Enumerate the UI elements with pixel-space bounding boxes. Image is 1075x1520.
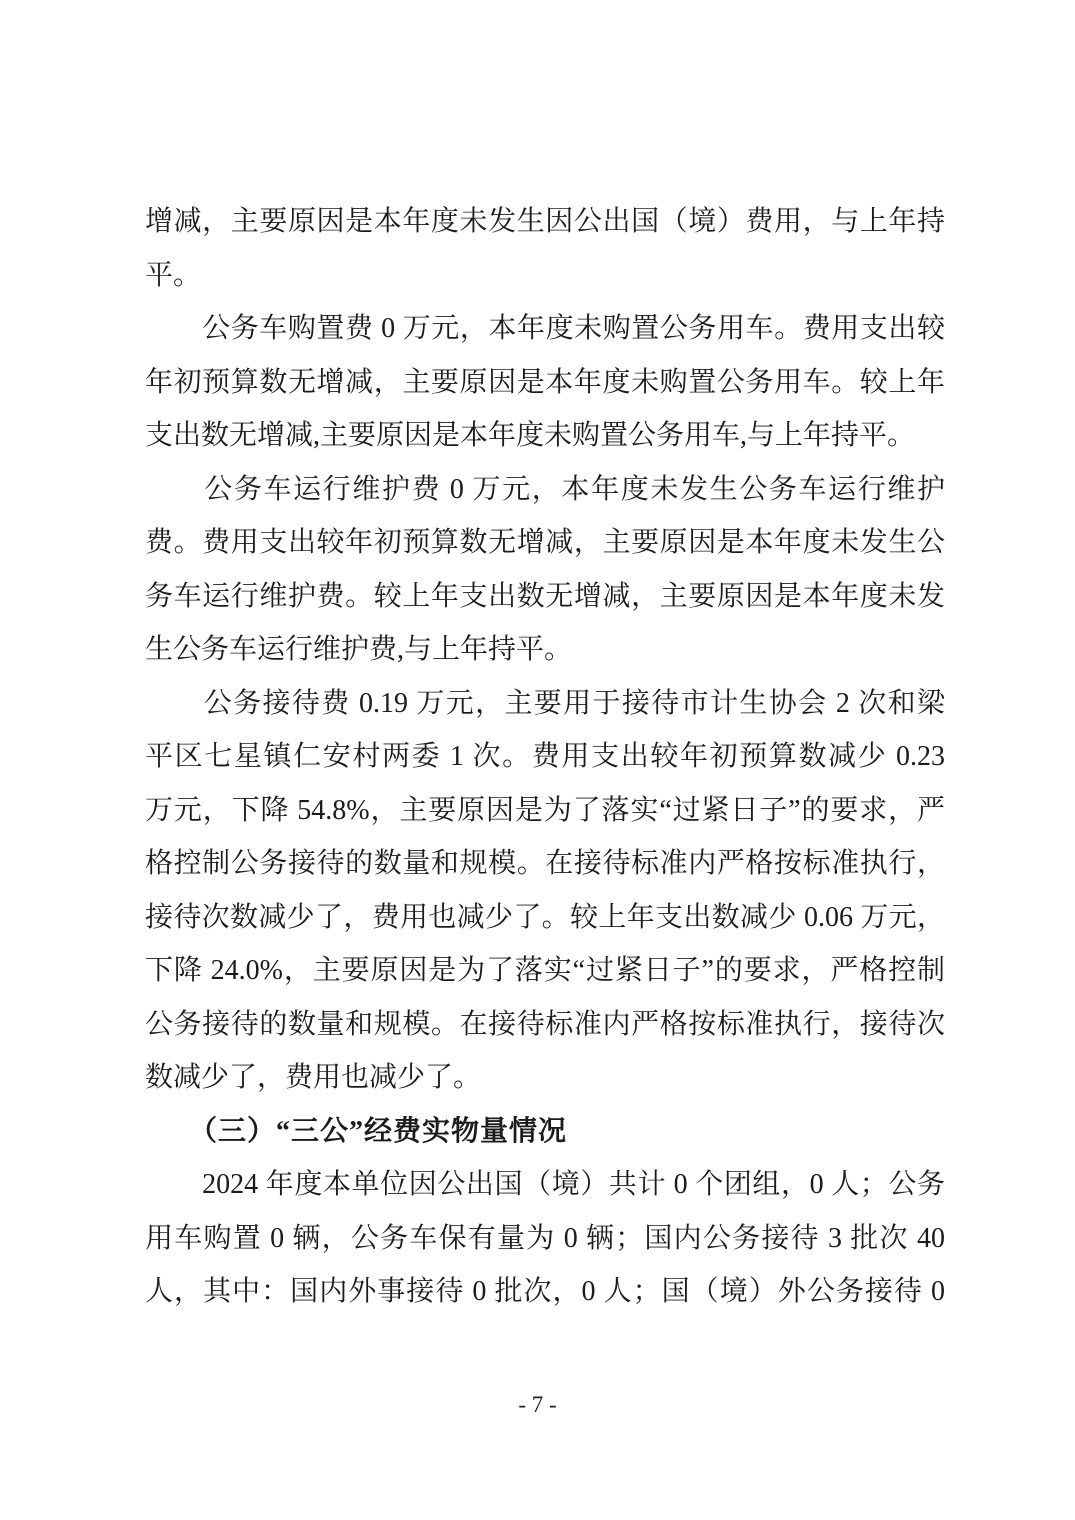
- paragraph: [145, 677, 945, 1105]
- paragraph: [145, 1158, 945, 1319]
- paragraph: [145, 463, 945, 677]
- text-line: 务车运行维护费。较上年支出数无增减，主要原因是本年度未发: [145, 580, 945, 612]
- text-line: 公务车购置费 0 万元，本年度未购置公务用车。费用支出较: [145, 313, 945, 344]
- text-line: 生公务车运行维护费,与上年持平。: [145, 634, 573, 665]
- text-line: 数减少了，费用也减少了。: [145, 1062, 482, 1093]
- text-line: 格控制公务接待的数量和规模。在接待标准内严格按标准执行，: [145, 848, 945, 879]
- text-line: 接待次数减少了，费用也减少了。较上年支出数减少 0.06 万元，: [145, 901, 945, 933]
- text-line: 支出数无增减,主要原因是本年度未购置公务用车,与上年持平。: [145, 420, 916, 451]
- text-line: 公务车运行维护费 0 万元，本年度未发生公务车运行维护: [145, 473, 945, 505]
- section-heading: [145, 1105, 945, 1159]
- heading-line: （三）“三公”经费实物量情况: [145, 1115, 568, 1147]
- text-line: 增减，主要原因是本年度未发生因公出国（境）费用，与上年持: [145, 206, 945, 237]
- text-line: 年初预算数无增减，主要原因是本年度未购置公务用车。较上年: [145, 366, 945, 398]
- text-line: 2024 年度本单位因公出国（境）共计 0 个团组，0 人；公务: [145, 1169, 945, 1200]
- paragraph: [145, 195, 945, 302]
- text-line: 公务接待的数量和规模。在接待标准内严格按标准执行，接待次: [145, 1008, 945, 1040]
- text-line: 万元，下降 54.8%，主要原因是为了落实“过紧日子”的要求，严: [145, 794, 945, 826]
- page-footer: [0, 1392, 1075, 1418]
- text-line: 用车购置 0 辆，公务车保有量为 0 辆；国内公务接待 3 批次 40: [145, 1222, 945, 1254]
- text-line: 平。: [145, 259, 202, 291]
- text-line: 平区七星镇仁安村两委 1 次。费用支出较年初预算数减少 0.23: [145, 741, 945, 772]
- text-line: 下降 24.0%，主要原因是为了落实“过紧日子”的要求，严格控制: [145, 955, 945, 986]
- text-line: 公务接待费 0.19 万元，主要用于接待市计生协会 2 次和梁: [145, 687, 945, 719]
- text-line: 人，其中：国内外事接待 0 批次，0 人；国（境）外公务接待 0: [145, 1276, 945, 1307]
- page-number: - 7 -: [518, 1392, 557, 1417]
- text-line: 费。费用支出较年初预算数无增减，主要原因是本年度未发生公: [145, 527, 945, 558]
- paragraph: [145, 302, 945, 463]
- document-body: [145, 195, 945, 1319]
